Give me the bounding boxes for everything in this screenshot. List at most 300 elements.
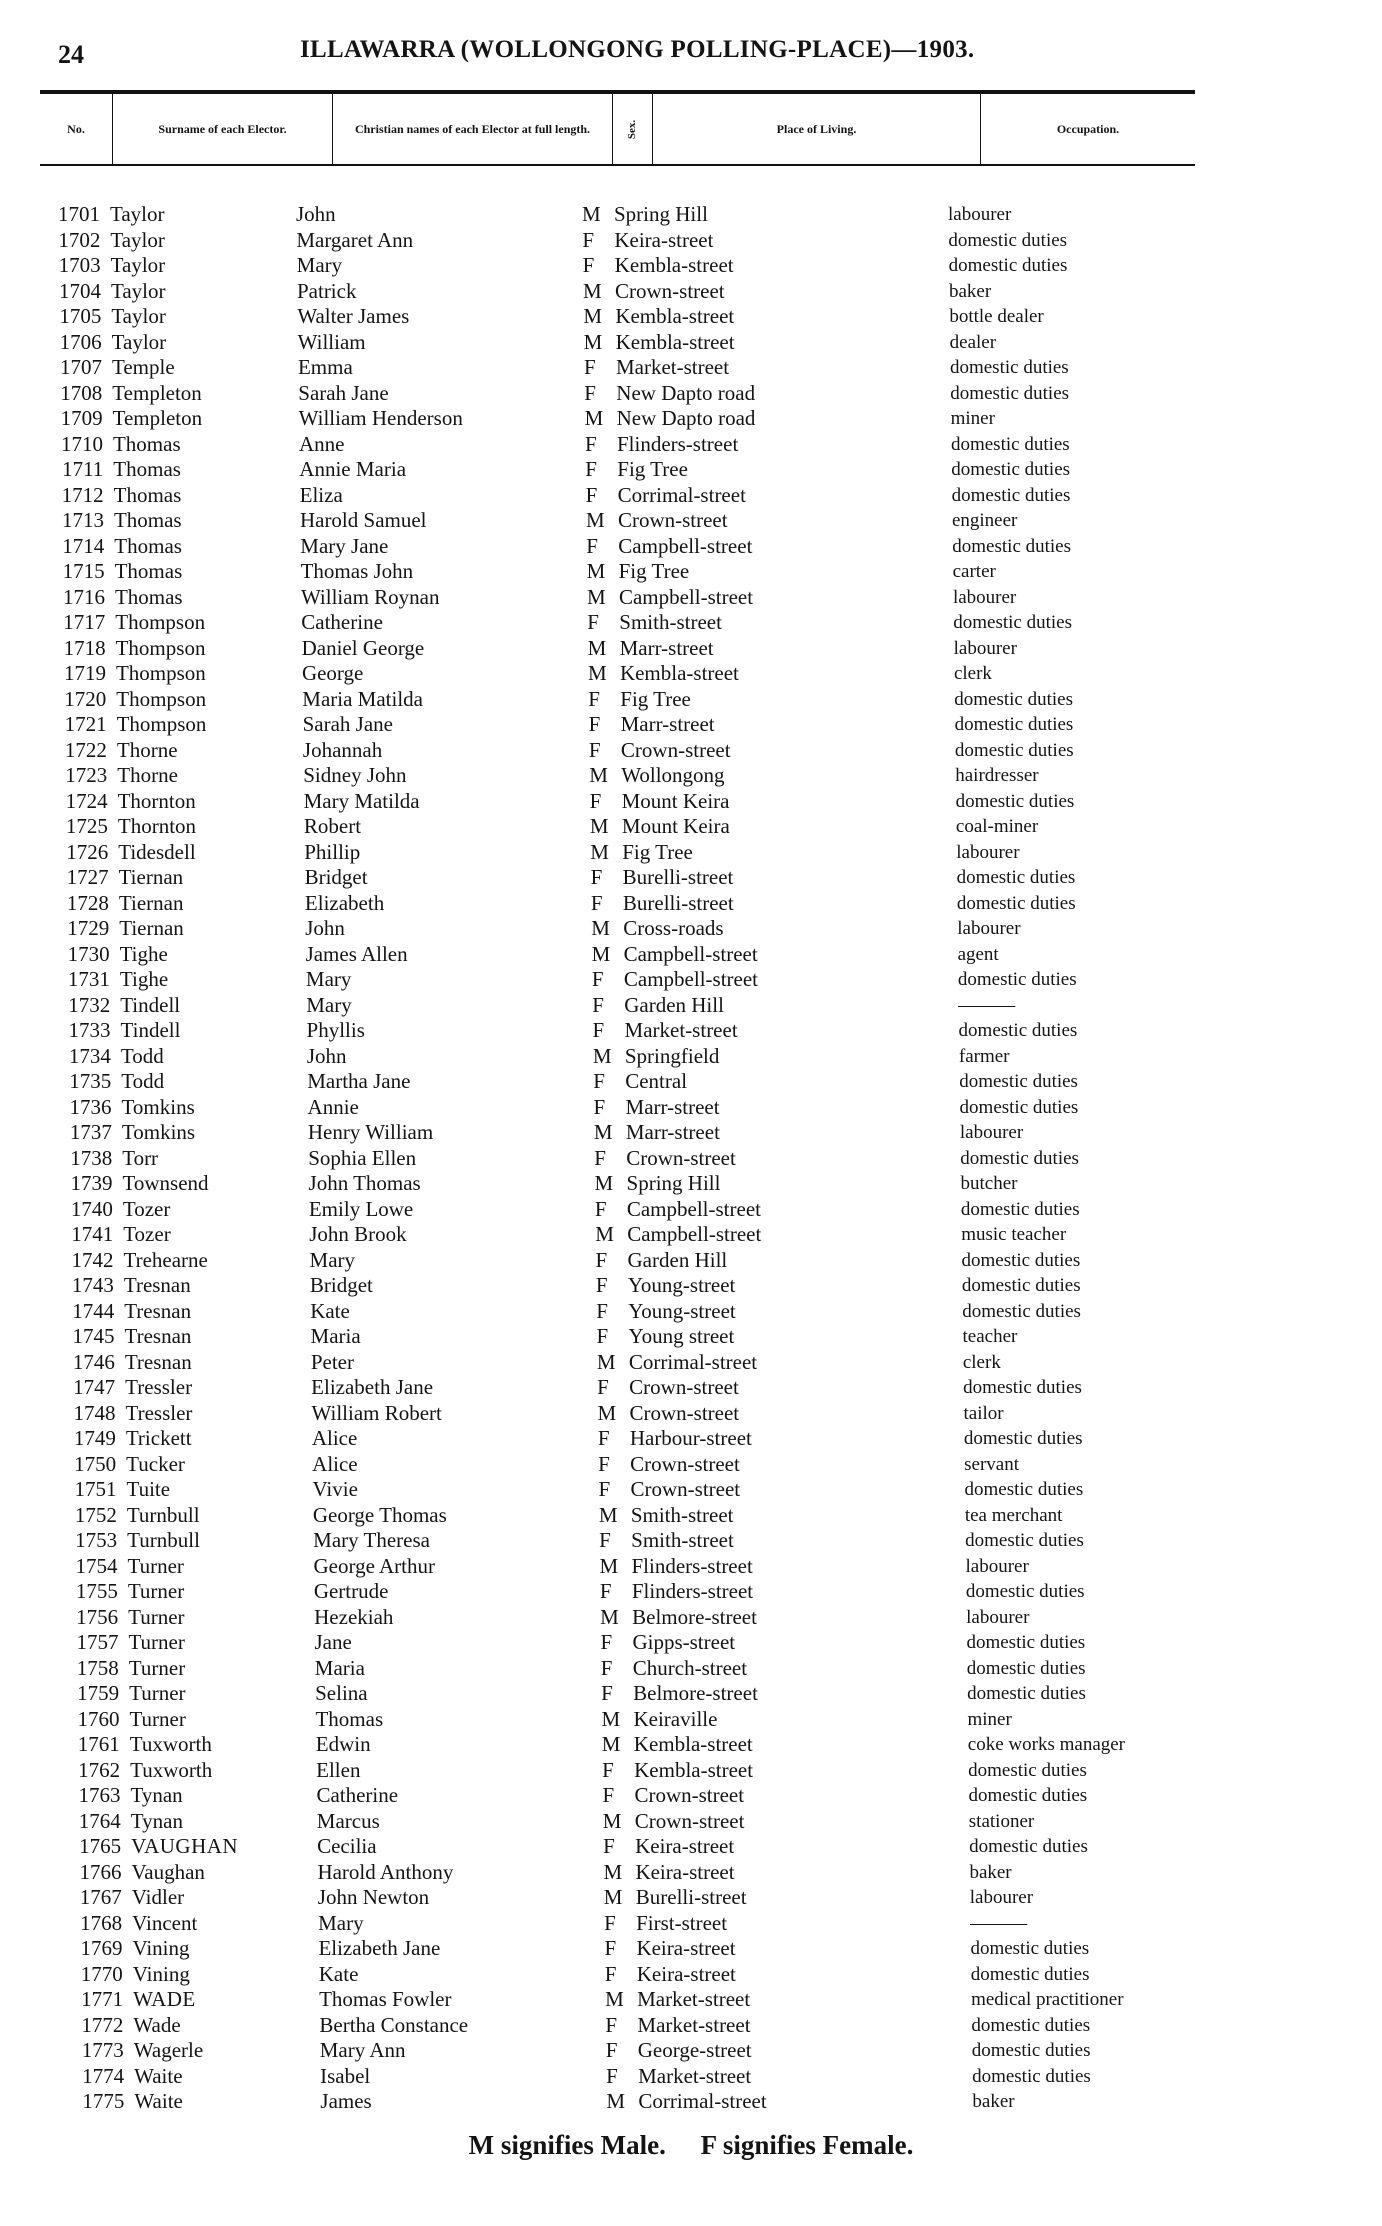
elector-occupation: baker [948,280,992,302]
table-row [0,1732,1382,1758]
elector-sex: F [593,1094,606,1119]
elector-given-names: Vivie [312,1477,358,1501]
elector-given-names: Annie [307,1094,359,1119]
elector-number: 1703 [58,253,101,277]
elector-place: Corrimal-street [628,1349,758,1374]
elector-given-names: James [320,2089,372,2113]
elector-number: 1755 [75,1579,118,1603]
table-row [0,1452,1382,1478]
elector-given-names: Daniel George [301,635,425,660]
elector-sex: F [599,1579,612,1603]
elector-sex: M [592,1043,612,1068]
elector-place: Harbour-street [629,1426,752,1450]
elector-occupation: domestic duties [954,714,1074,735]
elector-given-names: Maria Matilda [302,686,423,711]
elector-occupation: domestic duties [948,229,1068,251]
elector-sex: M [601,1706,621,1731]
elector-number: 1734 [68,1043,111,1068]
elector-place: Market-street [638,2063,752,2088]
elector-surname: Tozer [123,1222,171,1246]
elector-sex: M [594,1171,614,1195]
elector-number: 1712 [61,482,104,507]
elector-given-names: Harold Samuel [299,508,427,532]
elector-sex: M [599,1553,619,1578]
elector-occupation: domestic duties [960,1147,1079,1169]
elector-surname: Tighe [119,967,169,991]
elector-occupation: domestic duties [950,433,1070,455]
table-row [0,1146,1382,1172]
elector-sex: F [598,1451,610,1476]
elector-surname: Vincent [132,1910,198,1935]
elector-place: Market-street [624,1018,738,1042]
elector-surname: Waite [134,2089,183,2113]
elector-occupation: domestic duties [972,2065,1091,2087]
elector-place: Belmore-street [632,1604,757,1629]
elector-surname: Thompson [115,661,206,685]
elector-given-names: Thomas Fowler [319,1987,452,2011]
elector-occupation: domestic duties [956,867,1076,888]
elector-sex: F [584,431,597,456]
table-row [0,279,1382,305]
elector-number: 1721 [64,712,107,736]
table-row [0,1656,1382,1682]
elector-occupation: domestic duties [961,1275,1081,1296]
elector-place: Spring Hill [626,1171,721,1195]
header-surname: Surname of each Elector. [112,94,332,164]
elector-number: 1728 [66,890,109,915]
elector-given-names: Mary [305,967,352,991]
elector-sex: F [603,1834,615,1858]
elector-occupation: domestic duties [965,1530,1084,1551]
elector-occupation: tailor [963,1402,1004,1424]
elector-occupation: domestic duties [954,688,1073,710]
elector-occupation: domestic duties [951,459,1071,480]
elector-number: 1766 [79,1859,122,1884]
elector-occupation: ——— [958,994,1016,1016]
elector-given-names: Robert [303,814,362,838]
elector-place: George-street [637,2038,752,2062]
elector-occupation: domestic duties [956,892,1076,914]
table-row [0,559,1382,585]
elector-occupation: agent [957,943,999,965]
elector-number: 1754 [75,1553,118,1578]
table-row [0,1401,1382,1427]
elector-occupation: labourer [952,586,1017,608]
elector-given-names: Isabel [320,2063,371,2088]
elector-sex: F [596,1298,608,1323]
elector-given-names: William [297,329,366,354]
elector-sex: F [585,457,597,481]
elector-surname: Thomas [114,584,183,609]
table-row [0,1273,1382,1299]
table-row [0,1987,1382,2013]
table-row [0,228,1382,254]
elector-sex: F [604,1910,616,1935]
elector-place: Market-street [637,2012,751,2037]
table-row [0,381,1382,407]
elector-number: 1715 [62,559,105,583]
elector-sex: F [597,1375,609,1399]
elector-given-names: Hezekiah [314,1604,394,1629]
elector-occupation: dealer [949,331,997,353]
elector-sex: F [594,1196,607,1221]
elector-sex: F [586,533,598,558]
elector-given-names: Mary Matilda [303,788,420,813]
table-row [0,687,1382,713]
elector-place: Kembla-street [634,1757,754,1782]
elector-place: Church-street [632,1655,748,1680]
elector-surname: Thornton [117,814,197,838]
elector-surname: Thomas [114,559,183,583]
elector-occupation: labourer [969,1887,1034,1908]
elector-surname: Wade [133,2012,181,2037]
elector-surname: Turnbull [127,1528,200,1552]
table-row [0,1911,1382,1937]
elector-surname: Templeton [112,380,202,405]
elector-number: 1711 [62,457,104,481]
elector-sex: F [592,1018,605,1042]
elector-number: 1759 [77,1681,120,1705]
elector-place: Cross-roads [623,916,724,940]
elector-surname: Thorne [116,737,178,762]
elector-number: 1702 [58,227,101,252]
elector-surname: Wagerle [133,2038,204,2062]
elector-occupation: tea merchant [964,1504,1063,1526]
elector-given-names: Thomas John [300,559,414,583]
elector-sex: M [601,1732,621,1756]
elector-place: New Dapto road [616,380,756,405]
elector-occupation: domestic duties [960,1198,1080,1220]
elector-surname: Turner [129,1706,186,1731]
elector-occupation: domestic duties [966,1657,1086,1679]
elector-place: Smith-street [619,610,722,634]
elector-given-names: Gertrude [313,1579,389,1603]
elector-given-names: John [305,916,345,940]
elector-number: 1704 [58,278,101,303]
elector-place: Springfield [624,1043,720,1068]
elector-number: 1729 [67,916,110,940]
elector-sex: M [582,278,602,303]
elector-occupation: domestic duties [968,1785,1088,1806]
elector-occupation: miner [967,1708,1012,1730]
elector-occupation: domestic duties [962,1300,1081,1322]
elector-sex: M [603,1885,623,1909]
elector-surname: Taylor [110,202,165,226]
elector-given-names: Bridget [309,1273,373,1297]
table-row [0,1069,1382,1095]
elector-given-names: Catherine [301,610,383,634]
table-row [0,1018,1382,1044]
elector-surname: Torr [122,1145,159,1170]
elector-sex: M [591,916,610,940]
elector-place: New Dapto road [616,406,756,430]
elector-occupation: domestic duties [957,969,1077,990]
elector-number: 1708 [60,380,103,405]
elector-surname: Thompson [115,610,206,634]
elector-occupation: domestic duties [970,1963,1090,1985]
elector-place: Marr-street [619,635,714,660]
elector-sex: F [601,1681,613,1705]
elector-occupation: labourer [957,918,1021,939]
elector-sex: M [584,406,604,430]
elector-surname: Taylor [110,278,166,303]
elector-place: Flinders-street [631,1579,754,1603]
elector-sex: M [589,814,609,838]
elector-number: 1765 [79,1834,122,1858]
elector-place: Marr-street [625,1120,720,1144]
elector-surname: Thompson [115,635,206,660]
elector-occupation: domestic duties [953,612,1072,633]
table-row [0,1783,1382,1809]
elector-occupation: domestic duties [971,2040,1091,2061]
table-row [0,2089,1382,2115]
elector-occupation: domestic duties [971,2014,1091,2036]
elector-surname: Tresnan [124,1298,192,1323]
elector-place: Young-street [627,1273,736,1297]
elector-occupation: labourer [965,1555,1029,1577]
elector-number: 1743 [71,1273,114,1297]
elector-sex: M [602,1808,622,1833]
elector-surname: Turner [128,1655,186,1680]
elector-place: Fig Tree [620,686,691,711]
elector-sex: F [598,1477,611,1501]
elector-surname: Tomkins [121,1120,196,1144]
elector-occupation: domestic duties [964,1479,1084,1500]
table-row [0,457,1382,483]
elector-sex: M [586,584,606,609]
header-no: No. [67,121,85,136]
elector-surname: Todd [120,1043,164,1068]
elector-number: 1706 [59,329,102,354]
elector-number: 1764 [78,1808,121,1833]
elector-surname: Thorne [117,763,178,787]
elector-given-names: Henry William [307,1120,434,1144]
table-row [0,1528,1382,1554]
elector-sex: F [593,1069,605,1093]
table-row [0,1375,1382,1401]
table-row [0,1605,1382,1631]
elector-given-names: Cecilia [317,1834,377,1858]
elector-given-names: Edwin [315,1732,371,1756]
elector-occupation: labourer [966,1606,1030,1628]
elector-place: Keira-street [635,1859,735,1884]
table-row [0,1554,1382,1580]
elector-number: 1720 [64,686,107,711]
table-row [0,814,1382,840]
table-row [0,1044,1382,1070]
elector-occupation: domestic duties [954,739,1074,761]
table-row [0,406,1382,432]
elector-occupation: clerk [962,1351,1001,1373]
elector-occupation: labourer [959,1122,1024,1143]
elector-sex: M [597,1400,617,1425]
elector-given-names: John [296,202,336,226]
elector-sex: M [587,661,607,685]
elector-place: Flinders-street [631,1553,753,1578]
table-row [0,661,1382,687]
elector-surname: Tindell [120,992,181,1017]
elector-occupation: domestic duties [951,484,1071,506]
elector-occupation: domestic duties [967,1683,1086,1704]
table-row [0,1477,1382,1503]
elector-number: 1726 [66,839,109,864]
elector-number: 1738 [70,1145,113,1170]
elector-place: Smith-street [631,1528,734,1552]
elector-number: 1719 [63,661,106,685]
elector-number: 1748 [73,1400,116,1425]
legend-male: M signifies Male. [468,2130,666,2160]
elector-number: 1718 [63,635,106,660]
elector-given-names: Mary Ann [319,2038,406,2062]
elector-surname: Turner [128,1630,185,1654]
elector-given-names: Phillip [304,839,361,864]
elector-place: Crown-street [634,1783,745,1807]
elector-surname: Thomas [113,457,181,481]
elector-sex: F [582,227,595,252]
elector-sex: M [590,839,609,864]
table-row [0,1936,1382,1962]
elector-given-names: Elizabeth Jane [311,1375,434,1399]
elector-place: Belmore-street [633,1681,758,1705]
elector-given-names: Selina [315,1681,368,1705]
elector-number: 1732 [68,992,111,1017]
elector-occupation: labourer [953,637,1017,659]
table-header [40,90,1195,166]
elector-occupation: miner [950,408,995,429]
elector-sex: F [595,1273,608,1297]
elector-surname: Vining [132,1961,190,1986]
elector-place: Wollongong [621,763,725,787]
elector-surname: Thomas [114,533,182,558]
elector-sex: M [585,508,605,532]
elector-place: Mount Keira [621,814,730,838]
elector-place: Fig Tree [618,559,690,583]
elector-occupation: teacher [962,1326,1018,1347]
elector-place: Crown-street [629,1375,739,1399]
elector-place: Keira-street [635,1834,735,1858]
elector-occupation: domestic duties [948,255,1068,276]
table-row [0,432,1382,458]
elector-given-names: Mary [296,253,343,277]
elector-surname: Turnbull [126,1502,200,1527]
elector-occupation: baker [969,1861,1012,1883]
elector-given-names: Sophia Ellen [308,1145,417,1170]
elector-occupation: engineer [951,510,1018,531]
header-christian-names: Christian names of each Elector at full length. [332,94,612,164]
elector-given-names: Johannah [302,737,383,762]
elector-occupation: domestic duties [955,790,1075,812]
elector-surname: Temple [111,355,175,379]
table-row [0,1860,1382,1886]
elector-given-names: Harold Anthony [317,1859,454,1884]
elector-sex: F [590,865,603,889]
elector-surname: Thornton [117,788,196,813]
elector-sex: F [589,788,602,813]
elector-sex: F [590,890,603,915]
elector-place: Garden Hill [624,992,724,1017]
table-row [0,967,1382,993]
elector-number: 1710 [60,431,103,456]
table-row [0,2038,1382,2064]
elector-occupation: clerk [953,663,992,684]
elector-place: Young street [628,1324,735,1348]
table-row [0,1324,1382,1350]
elector-number: 1716 [62,584,105,609]
elector-sex: F [595,1247,608,1272]
elector-sex: M [587,635,607,660]
elector-surname: Taylor [110,227,165,252]
elector-place: First-street [636,1910,728,1935]
elector-given-names: Mary [309,1247,356,1272]
elector-number: 1741 [71,1222,114,1246]
elector-number: 1753 [75,1528,118,1552]
elector-number: 1714 [62,533,105,558]
elector-occupation: domestic duties [966,1632,1086,1653]
elector-given-names: Elizabeth Jane [318,1936,441,1960]
header-sex [612,94,652,164]
elector-number: 1709 [60,406,103,430]
elector-place: Fig Tree [622,839,693,864]
elector-given-names: Phyllis [306,1018,365,1042]
elector-occupation: music teacher [961,1224,1067,1245]
elector-surname: Thomas [112,431,181,456]
elector-sex: F [602,1757,614,1782]
elector-place: Crown-street [626,1145,736,1170]
elector-surname: Taylor [111,304,166,328]
elector-number: 1774 [82,2063,125,2088]
elector-given-names: Maria [314,1655,365,1680]
legend-female: F signifies Female. [700,2130,914,2160]
elector-given-names: Mary [306,992,352,1017]
elector-sex: F [604,1961,617,1986]
elector-occupation: domestic duties [959,1096,1079,1118]
elector-occupation: domestic duties [963,1428,1083,1449]
table-row [0,304,1382,330]
elector-sex: F [588,686,600,711]
elector-surname: Thomas [113,482,182,507]
elector-place: Keira-street [636,1961,736,1986]
elector-surname: Trehearne [123,1247,208,1272]
elector-given-names: Mary Theresa [313,1528,430,1552]
elector-given-names: Elizabeth [304,890,385,915]
elector-place: Marr-street [620,712,715,736]
elector-sex: M [586,559,606,583]
elector-occupation: hairdresser [955,765,1039,786]
elector-number: 1762 [78,1757,121,1782]
elector-number: 1733 [68,1018,111,1042]
elector-sex: F [587,610,599,634]
elector-place: Kembla-street [615,304,735,328]
elector-number: 1744 [72,1298,115,1323]
elector-given-names: William Henderson [298,406,463,430]
elector-number: 1739 [70,1171,113,1195]
elector-number: 1735 [69,1069,112,1093]
elector-number: 1757 [76,1630,119,1654]
elector-given-names: Bertha Constance [319,2012,469,2037]
header-occupation: Occupation. [980,94,1195,164]
elector-surname: Townsend [122,1171,209,1195]
elector-place: Crown-street [634,1808,745,1833]
elector-surname: Templeton [112,406,203,430]
elector-sex: M [589,763,608,787]
elector-number: 1731 [67,967,110,991]
elector-place: Burelli-street [622,890,734,915]
elector-surname: Tressler [125,1375,193,1399]
elector-given-names: Maria [310,1324,361,1348]
elector-occupation: farmer [958,1045,1010,1067]
table-row [0,789,1382,815]
elector-sex: M [595,1222,614,1246]
